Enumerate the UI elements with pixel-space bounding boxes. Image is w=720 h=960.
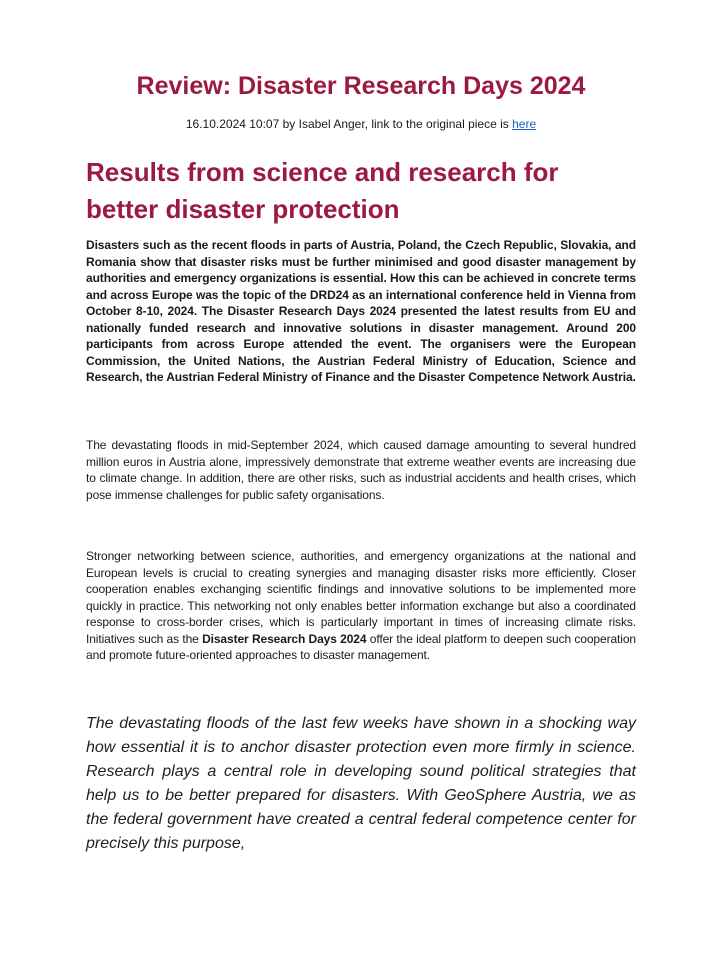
body-paragraph-1: The devastating floods in mid-September 2024, which caused damage amounting to several hundred million euros in Austria alone, impressively demonstrate that extreme weather events are increasing due to climate change. In addition, there are other risks, such as industrial accidents and health crises, which pose immense challenges for public safety organisations. bbox=[86, 438, 636, 502]
page-title: Review: Disaster Research Days 2024 bbox=[136, 72, 586, 100]
lead-paragraph: Disasters such as the recent floods in parts of Austria, Poland, the Czech Republic, Slovakia, and Romania show that disaster risks must be further minimised and good disaster management by authorities and emergency organizations is essential. How this can be achieved in concrete terms and across Europe was the topic of the DRD24 as an international conference held in Vienna from October 8-10, 2024. The Disaster Research Days 2024 presented the latest results from EU and nationally funded research and innovative solutions in disaster management. Around 200 participants from across Europe attended the event. The organisers were the European Commission, the United Nations, the Austrian Federal Ministry of Education, Science and Research, the Austrian Federal Ministry of Finance and the Disaster Competence Network Austria. bbox=[86, 238, 636, 384]
event-name-bold: Disaster Research Days 2024 bbox=[202, 631, 367, 646]
paragraph-2-text-start: Stronger networking between science, authorities, and emergency organizations at the national and European levels is crucial to creating synergies and managing disaster risks more efficiently. Closer cooperation enables exchanging scientific findings and innovative solutions to be implemented more quickly in practice. This networking not only enables better information exchange but also a coordinated response to cross-border crises, which is particularly important in times of increasing climate risks. Initiatives such as the bbox=[86, 549, 636, 646]
original-piece-link[interactable]: here bbox=[512, 117, 537, 131]
article-headline: Results from science and research for better disaster protection bbox=[86, 157, 559, 224]
quote-paragraph: The devastating floods of the last few weeks have shown in a shocking way how essential it is to anchor disaster protection even more firmly in science. Research plays a central role in developing sound political strategies that help us to be better prepared for disasters. With GeoSphere Austria, we as the federal government have created a central federal competence center for precisely this purpose, bbox=[86, 715, 636, 852]
byline bbox=[86, 116, 636, 132]
byline-text: 16.10.2024 10:07 by Isabel Anger, link to the original piece is bbox=[185, 117, 513, 131]
body-paragraph-2 bbox=[86, 548, 636, 664]
paragraph-2-text-end: offer the ideal platform to deepen such cooperation and promote future-oriented approaches to disaster management. bbox=[86, 631, 636, 662]
